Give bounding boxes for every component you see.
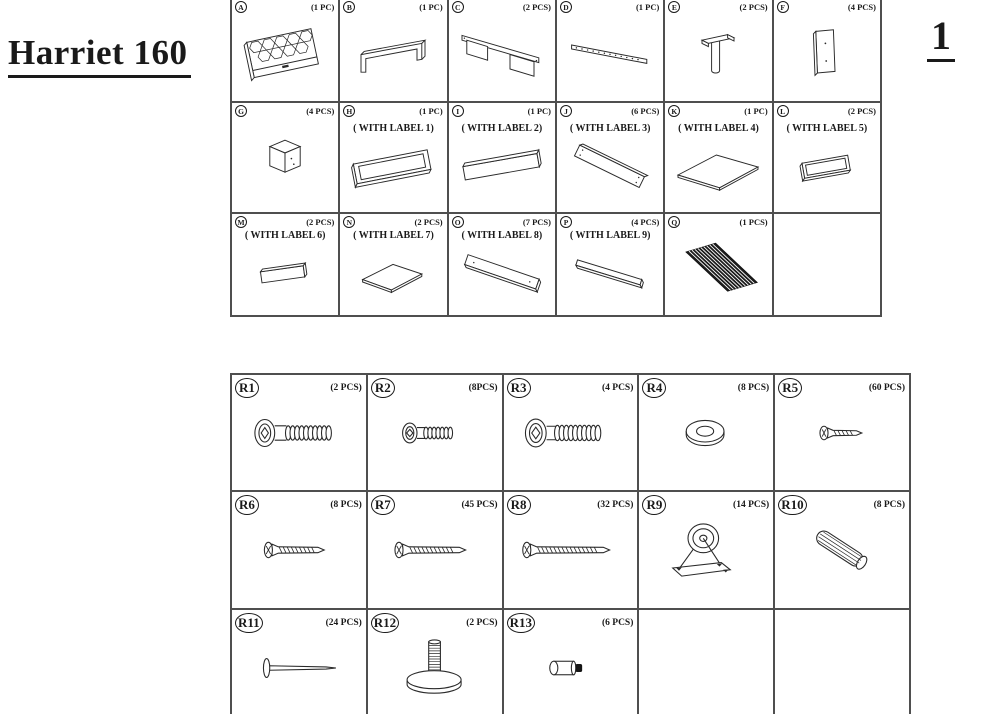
- part-id-badge: P: [560, 216, 572, 228]
- hardware-id-badge: R6: [235, 495, 259, 515]
- cell-body: [667, 117, 769, 199]
- cell-body: [786, 514, 898, 586]
- hardware-grid: [230, 373, 911, 714]
- cell-R12: [368, 610, 502, 714]
- part-id-badge: C: [452, 1, 464, 13]
- qty-label: (8 PCS): [873, 500, 905, 510]
- qty-label: (24 PCS): [325, 618, 362, 628]
- cell-N: [340, 214, 446, 315]
- cell-body: [667, 15, 769, 85]
- cell-body: [650, 514, 762, 586]
- cell-R1: [232, 375, 366, 490]
- part-id-badge: F: [777, 1, 789, 13]
- label-note: ( WITH LABEL 2): [461, 122, 543, 134]
- qty-label: (2 PCS): [522, 2, 551, 12]
- qty-label: (1 PC): [635, 2, 660, 12]
- qty-label: (2 PCS): [306, 217, 335, 227]
- qty-label: (1 PC): [310, 2, 335, 12]
- cell-M: [232, 214, 338, 315]
- qty-label: (2 PCS): [847, 106, 876, 116]
- cell-body: [776, 117, 878, 199]
- qty-label: (1 PC): [527, 106, 551, 116]
- part-id-badge: G: [235, 105, 247, 117]
- cell-body: [451, 117, 553, 199]
- qty-label: (4 PCS): [306, 106, 335, 116]
- cell-body: [514, 514, 626, 586]
- hardware-id-badge: R1: [235, 378, 259, 398]
- hardware-id-badge: R9: [642, 495, 666, 515]
- qty-label: (2 PCS): [466, 618, 498, 628]
- cell-body: [786, 397, 898, 469]
- cell-body: [243, 632, 355, 704]
- caster-icon: [650, 514, 762, 586]
- cell-R3: [504, 375, 638, 490]
- cell-body: [234, 15, 336, 85]
- panel-long-icon: [451, 135, 553, 199]
- qty-label: (6 PCS): [631, 106, 660, 116]
- cell-E: [665, 0, 771, 101]
- screw-small-icon: [786, 397, 898, 469]
- qty-label: (1 PC): [744, 106, 768, 116]
- part-id-badge: O: [452, 216, 464, 228]
- slat-bar-icon: [559, 21, 661, 85]
- cell-D: [557, 0, 663, 101]
- hardware-id-badge: R12: [371, 613, 399, 633]
- qty-label: (45 PCS): [461, 500, 498, 510]
- qty-label: (2 PCS): [739, 2, 768, 12]
- cell-F: [774, 0, 880, 101]
- panel-small-icon: [234, 242, 336, 306]
- cell-R11: [232, 610, 366, 714]
- cell-B: [340, 0, 446, 101]
- cell-body: [342, 224, 444, 306]
- cell-body: [379, 514, 491, 586]
- qty-label: (8 PCS): [330, 500, 362, 510]
- part-id-badge: Q: [668, 216, 680, 228]
- frame-rail-icon: [342, 21, 444, 85]
- cell-body: [379, 397, 491, 469]
- plank-icon: [451, 242, 553, 306]
- cell-body: [559, 15, 661, 85]
- cell-R5: [775, 375, 909, 490]
- cell-body: [514, 397, 626, 469]
- framed-panel-small-icon: [776, 135, 878, 199]
- label-note: ( WITH LABEL 9): [569, 229, 651, 241]
- cell-body: [342, 15, 444, 85]
- cell-I: [449, 103, 555, 212]
- framed-panel-long-icon: [342, 135, 444, 199]
- dowel-icon: [786, 514, 898, 586]
- hardware-id-badge: R5: [778, 378, 802, 398]
- qty-label: (4 PCS): [847, 2, 876, 12]
- bolt-long-icon: [243, 397, 355, 469]
- hardware-id-badge: R7: [371, 495, 395, 515]
- cell-P: [557, 214, 663, 315]
- hardware-id-badge: R8: [507, 495, 531, 515]
- cell-body: [234, 224, 336, 306]
- bolt-short-icon: [379, 397, 491, 469]
- qty-label: (2 PCS): [330, 383, 362, 393]
- slat-pack-icon: [667, 236, 769, 300]
- qty-label: (8PCS): [468, 383, 498, 393]
- cell-body: [559, 117, 661, 199]
- part-id-badge: A: [235, 1, 247, 13]
- center-leg-icon: [667, 21, 769, 85]
- hardware-id-badge: R3: [507, 378, 531, 398]
- cell-body: [650, 397, 762, 469]
- cell-Q: [665, 214, 771, 315]
- cell-O: [449, 214, 555, 315]
- cell-body: [514, 632, 626, 704]
- screw-xlong-icon: [514, 514, 626, 586]
- nail-icon: [243, 632, 355, 704]
- screw-medium-icon: [243, 514, 355, 586]
- cell-H: [340, 103, 446, 212]
- cell-R6: [232, 492, 366, 608]
- label-note: ( WITH LABEL 6): [244, 229, 326, 241]
- label-note: ( WITH LABEL 5): [786, 122, 868, 134]
- cell-R4: [639, 375, 773, 490]
- qty-label: (32 PCS): [597, 500, 634, 510]
- cell-body: [559, 224, 661, 306]
- cell-body: [243, 514, 355, 586]
- board-small-icon: [342, 242, 444, 306]
- part-id-badge: L: [777, 105, 789, 117]
- cell-R9: [639, 492, 773, 608]
- cell-C: [449, 0, 555, 101]
- hardware-id-badge: R11: [235, 613, 263, 633]
- hardware-id-badge: R2: [371, 378, 395, 398]
- qty-label: (2 PCS): [414, 217, 443, 227]
- hardware-id-badge: R13: [507, 613, 535, 633]
- qty-label: (4 PCS): [631, 217, 660, 227]
- qty-label: (7 PCS): [522, 217, 551, 227]
- qty-label: (4 PCS): [601, 383, 634, 393]
- part-id-badge: B: [343, 1, 355, 13]
- cell-R10: [775, 492, 909, 608]
- hardware-id-badge: R4: [642, 378, 666, 398]
- label-note: ( WITH LABEL 8): [461, 229, 543, 241]
- cell-L: [774, 103, 880, 212]
- part-id-badge: M: [235, 216, 247, 228]
- hardware-id-badge: R10: [778, 495, 806, 515]
- cell-body: [451, 224, 553, 306]
- mounting-plate-icon: [776, 21, 878, 85]
- cell-R2: [368, 375, 502, 490]
- qty-label: (1 PC): [419, 2, 443, 12]
- cell-A: [232, 0, 338, 101]
- cube-block-icon: [234, 129, 336, 193]
- qty-label: (6 PCS): [601, 618, 634, 628]
- label-note: ( WITH LABEL 7): [353, 229, 434, 241]
- cell-G: [232, 103, 338, 212]
- bolt-medium-icon: [514, 397, 626, 469]
- bar-thin-icon: [559, 242, 661, 306]
- part-id-badge: J: [560, 105, 572, 117]
- cell-R13: [504, 610, 638, 714]
- glide-foot-icon: [379, 632, 491, 704]
- cap-plug-icon: [514, 632, 626, 704]
- side-rail-icon: [451, 21, 553, 85]
- cell-R8: [504, 492, 638, 608]
- cell-J: [557, 103, 663, 212]
- panel-narrow-icon: [559, 135, 661, 199]
- cell-body: [451, 15, 553, 85]
- washer-icon: [650, 397, 762, 469]
- qty-label: (1 PCS): [739, 217, 768, 227]
- part-id-badge: I: [452, 105, 464, 117]
- qty-label: (1 PC): [419, 106, 443, 116]
- label-note: ( WITH LABEL 1): [353, 122, 434, 134]
- headboard-icon: [234, 21, 336, 85]
- qty-label: (60 PCS): [868, 383, 905, 393]
- cell-body: [667, 230, 769, 300]
- qty-label: (8 PCS): [737, 383, 770, 393]
- qty-label: (14 PCS): [733, 500, 770, 510]
- cell-K: [665, 103, 771, 212]
- empty-cell: [639, 610, 773, 714]
- cell-body: [342, 117, 444, 199]
- cell-body: [243, 397, 355, 469]
- label-note: ( WITH LABEL 4): [678, 122, 759, 134]
- empty-cell: [775, 610, 909, 714]
- cell-body: [776, 15, 878, 85]
- label-note: ( WITH LABEL 3): [569, 122, 651, 134]
- empty-cell: [774, 214, 880, 315]
- part-id-badge: K: [668, 105, 680, 117]
- cell-body: [379, 632, 491, 704]
- part-id-badge: H: [343, 105, 355, 117]
- part-id-badge: D: [560, 1, 572, 13]
- cell-body: [234, 123, 336, 193]
- part-id-badge: E: [668, 1, 680, 13]
- parts-grid: [230, 0, 882, 317]
- screw-long-icon: [379, 514, 491, 586]
- page-number: 1: [927, 12, 955, 62]
- board-flat-icon: [667, 135, 769, 199]
- cell-R7: [368, 492, 502, 608]
- product-title: Harriet 160: [8, 33, 191, 78]
- part-id-badge: N: [343, 216, 355, 228]
